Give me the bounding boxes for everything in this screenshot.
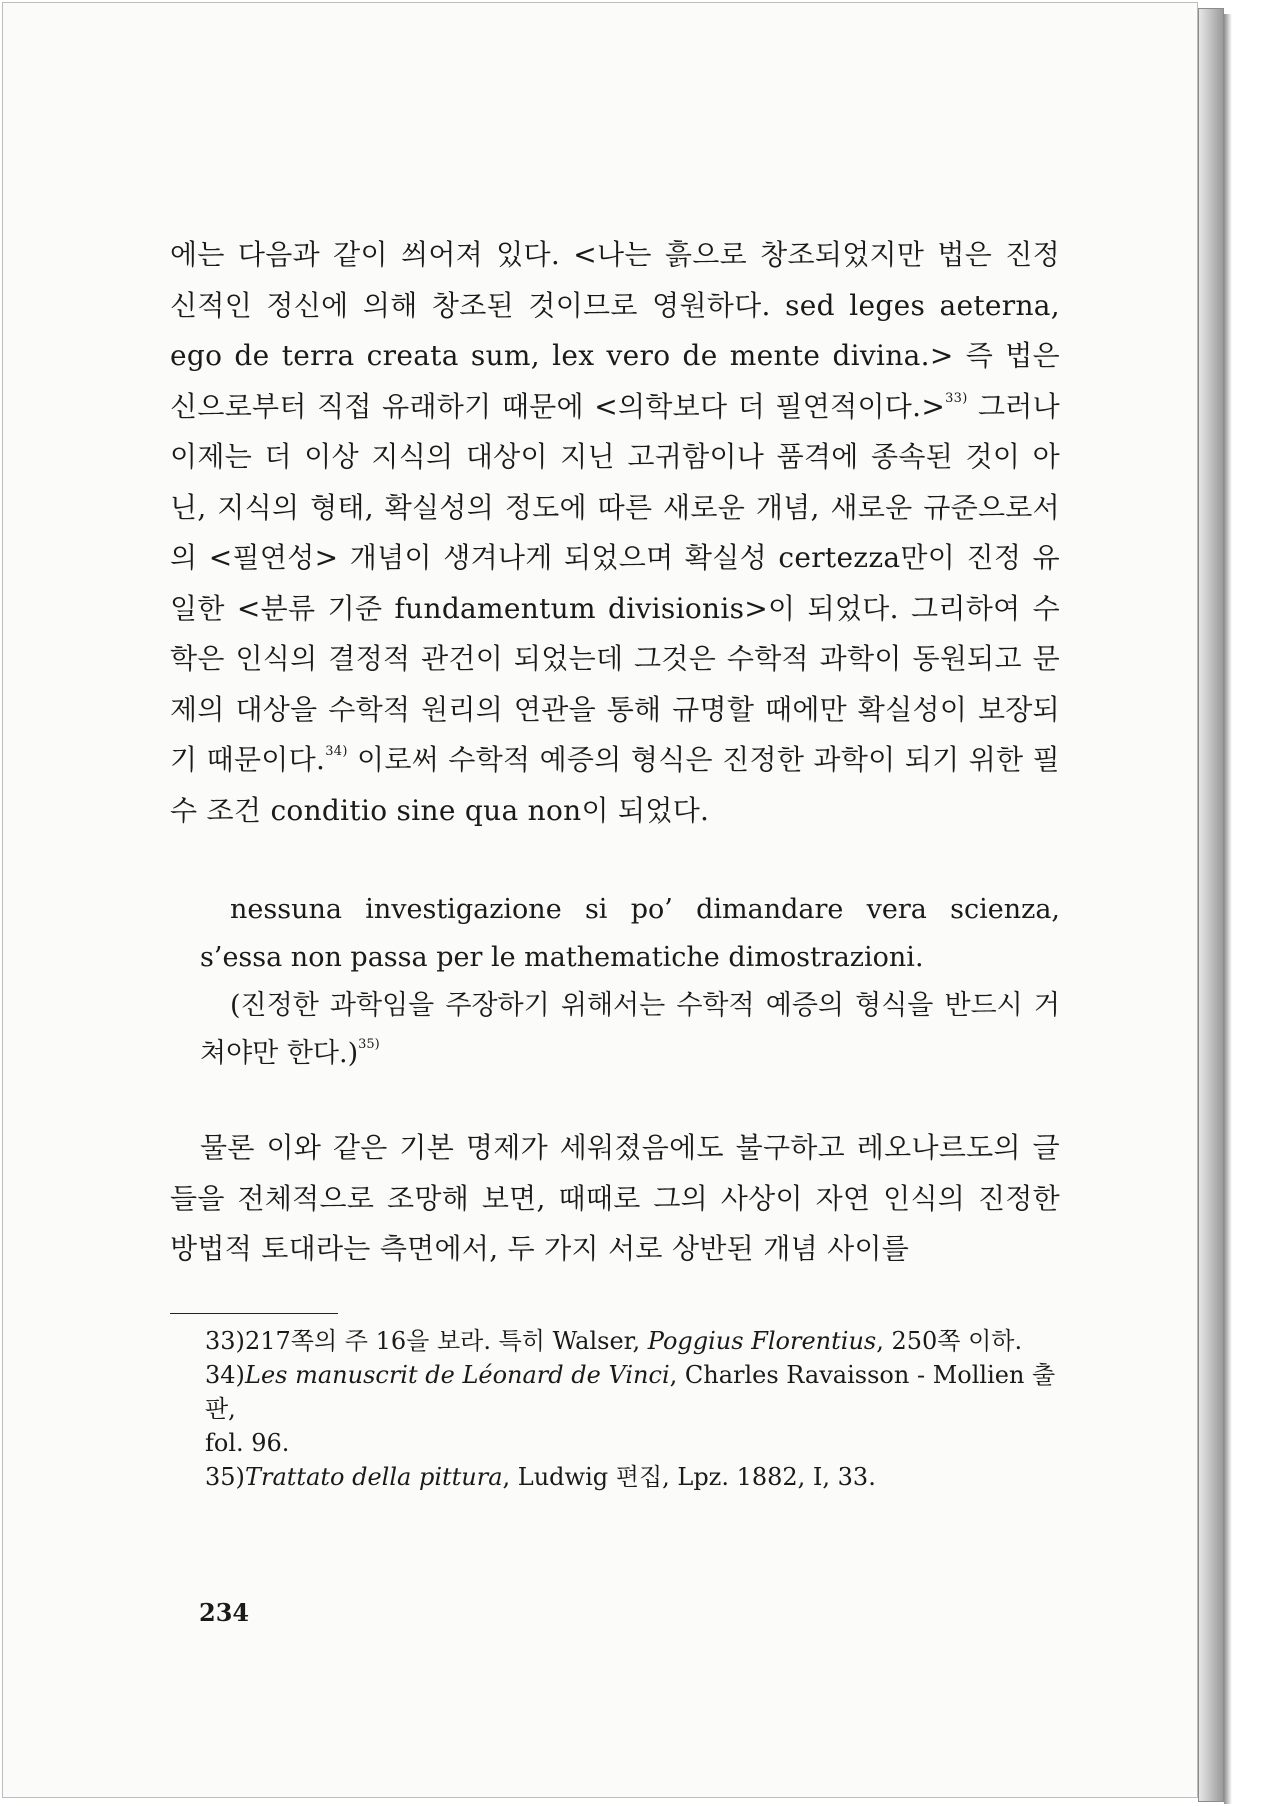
page-edge-shadow: [1224, 14, 1232, 1804]
footnote-text: , Charles Ravaisson - Mollien 출판,: [205, 1360, 1056, 1423]
page-content: [170, 230, 1060, 1494]
footnote-ref-33: 33): [945, 390, 968, 406]
footnote-35: [205, 1460, 1060, 1494]
footnote-34: [205, 1358, 1060, 1426]
page-edge: [1198, 8, 1224, 1802]
footnote-number: 33): [205, 1326, 245, 1355]
footnotes: [205, 1324, 1060, 1494]
block-quote: [200, 886, 1060, 1078]
page-number: 234: [199, 1598, 250, 1627]
paragraph-1: [170, 230, 1060, 836]
footnote-ref-35: 35): [358, 1037, 380, 1052]
footnote-title: Trattato della pittura: [245, 1462, 503, 1491]
paragraph-1-part-1: 에는 다음과 같이 씌어져 있다. <나는 흙으로 창조되었지만 법은 진정 신적인 정신에 의해 창조된 것이므로 영원하다. sed leges aeterna, ego de terra creata sum, lex vero de mente divina.> 즉 법은 신으로부터 직접 유래하기 때문에 <의학보다 더 필연적이다.>: [170, 238, 1060, 423]
quote-translation-text: (진정한 과학임을 주장하기 위해서는 수학적 예증의 형식을 반드시 거쳐야만 한다.): [200, 990, 1060, 1069]
paragraph-2: 물론 이와 같은 기본 명제가 세워졌음에도 불구하고 레오나르도의 글들을 전체적으로 조망해 보면, 때때로 그의 사상이 자연 인식의 진정한 방법적 토대라는 측면에서, 두 가지 서로 상반된 개념 사이를: [170, 1131, 1060, 1265]
quote-original: nessuna investigazione si po’ dimandare vera scienza, s’essa non passa per le mathematiche dimostrazioni.: [200, 894, 1060, 973]
footnote-divider: [170, 1313, 338, 1314]
footnote-text: 217쪽의 주 16을 보라. 특히 Walser,: [245, 1326, 648, 1355]
footnote-title: Poggius Florentius: [647, 1326, 877, 1355]
footnote-text: , Ludwig 편집, Lpz. 1882, I, 33.: [502, 1462, 876, 1491]
footnote-number: 35): [205, 1462, 245, 1491]
footnote-number: 34): [205, 1360, 245, 1389]
footnote-33: [205, 1324, 1060, 1358]
footnote-34-continued: fol. 96.: [205, 1428, 290, 1457]
quote-translation: [200, 982, 1060, 1078]
footnote-ref-34: 34): [325, 744, 348, 759]
footnote-title: Les manuscrit de Léonard de Vinci: [245, 1360, 670, 1389]
paragraph-1-part-3: 이로써 수학적 예증의 형식은 진정한 과학이 되기 위한 필수 조건 conditio sine qua non이 되었다.: [170, 743, 1060, 827]
paragraph-1-part-2: 그러나 이제는 더 이상 지식의 대상이 지닌 고귀함이나 품격에 종속된 것이 아닌, 지식의 형태, 확실성의 정도에 따른 새로운 개념, 새로운 규준으로서의 <필연성> 개념이 생겨나게 되었으며 확실성 certezza만이 진정 유일한 <분류 기준 fundamentum divisionis>이 되었다. 그리하여 수학은 인식의 결정적 관건이 되었는데 그것은 수학적 과학이 동원되고 문제의 대상을 수학적 원리의 연관을 통해 규명할 때에만 확실성이 보장되기 때문이다.: [170, 389, 1061, 776]
footnote-text: , 250쪽 이하.: [876, 1326, 1023, 1355]
